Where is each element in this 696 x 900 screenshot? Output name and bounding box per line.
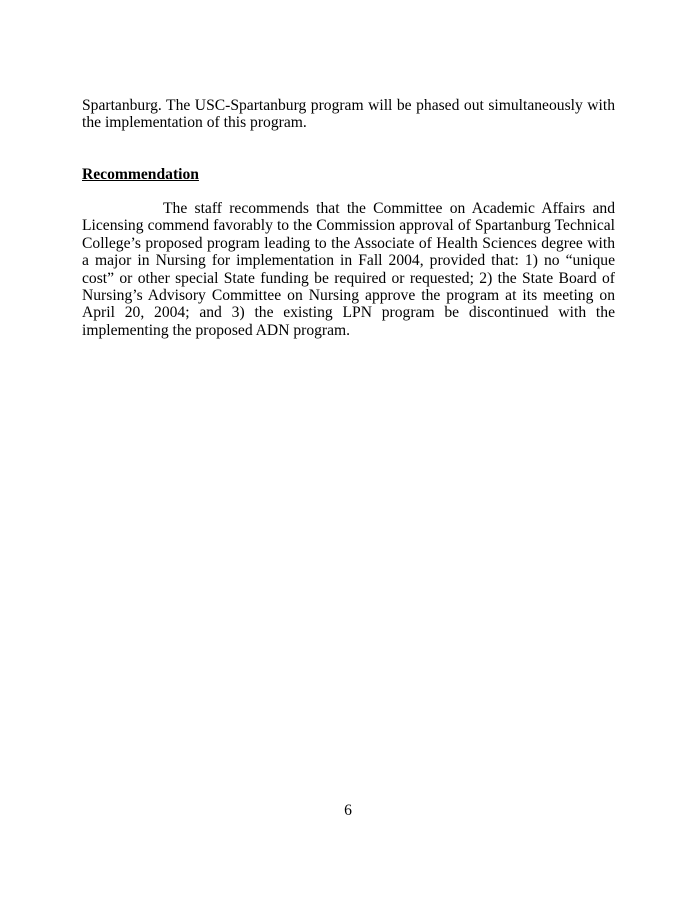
continuation-paragraph: Spartanburg. The USC-Spartanburg program will be phased out simultaneously with the implementation of this program. (82, 97, 615, 132)
section-heading: Recommendation (82, 166, 199, 183)
recommendation-paragraph: The staff recommends that the Committee on Academic Affairs and Licensing commend favorably to the Commission approval of Spartanburg Technical College’s proposed program leading to the Associate of Health Sciences degree with a major in Nursing for implementation in Fall 2004, provided that: 1) no “unique cost” or other special State funding be required or requested; 2) the State Board of Nursing’s Advisory Committee on Nursing approve the program at its meeting on April 20, 2004; and 3) the existing LPN program be discontinued with the implementing the proposed ADN program. (82, 200, 615, 339)
page-number: 6 (344, 802, 352, 819)
